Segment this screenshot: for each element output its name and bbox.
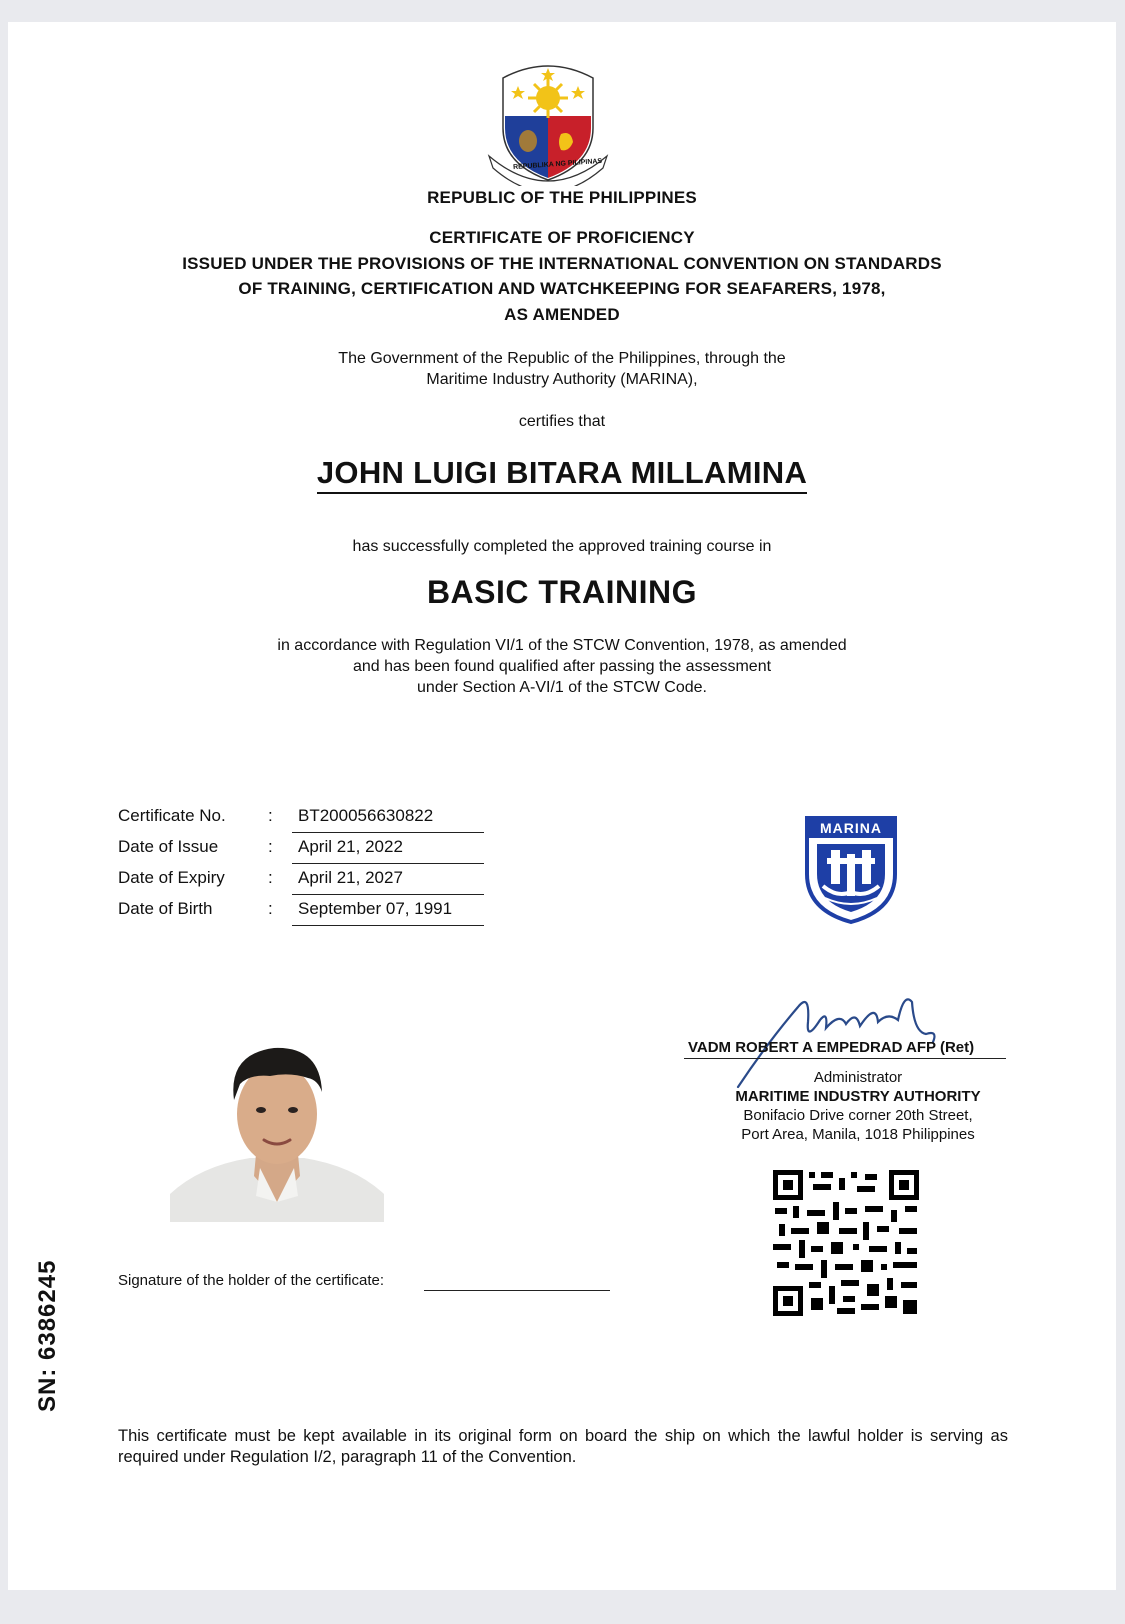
provision-line-3: AS AMENDED	[504, 305, 620, 324]
footer-note: This certificate must be kept available in its original form on board the ship on which the lawful holder is serving as required under Regulation I/2, paragraph 11 of the Convention.	[118, 1427, 1008, 1466]
signatory-address-2: Port Area, Manila, 1018 Philippines	[741, 1126, 975, 1143]
course-title: BASIC TRAINING	[426, 574, 698, 610]
country-heading: REPUBLIC OF THE PHILIPPINES	[427, 188, 697, 207]
intro-line-2: Maritime Industry Authority (MARINA),	[426, 371, 698, 388]
provision-line-1: ISSUED UNDER THE PROVISIONS OF THE INTERNATIONAL CONVENTION ON STANDARDS	[182, 254, 942, 273]
signatory-org: MARITIME INDUSTRY AUTHORITY	[735, 1088, 981, 1105]
certifies-text: certifies that	[518, 413, 606, 430]
detail-value: September 07, 1991	[292, 899, 484, 926]
serial-number: SN: 6386245	[34, 1259, 61, 1412]
holder-signature-line	[424, 1290, 610, 1291]
detail-value: April 21, 2027	[292, 868, 484, 895]
holder-signature-label: Signature of the holder of the certificate:	[118, 1272, 384, 1289]
certificate-title: CERTIFICATE OF PROFICIENCY	[429, 228, 695, 247]
detail-label: Date of Birth	[118, 899, 213, 918]
detail-colon: :	[268, 899, 273, 918]
course-line-3: under Section A-VI/1 of the STCW Code.	[417, 679, 707, 696]
signatory-line	[684, 1058, 1006, 1059]
detail-value: April 21, 2022	[292, 837, 484, 864]
detail-label: Date of Expiry	[118, 868, 225, 887]
seal-text: REPUBLIKA NG PILIPINAS	[512, 157, 603, 172]
detail-label: Date of Issue	[118, 837, 219, 856]
completed-text: has successfully completed the approved training course in	[352, 538, 772, 555]
intro-line-1: The Government of the Republic of the Philippines, through the	[338, 350, 786, 367]
course-line-1: in accordance with Regulation VI/1 of the STCW Convention, 1978, as amended	[277, 637, 847, 654]
detail-colon: :	[268, 868, 273, 887]
detail-colon: :	[268, 806, 273, 825]
holder-photo	[170, 1026, 384, 1222]
course-line-2: and has been found qualified after passing the assessment	[352, 658, 772, 675]
qr-code-icon	[773, 1170, 919, 1316]
signatory-name: VADM ROBERT A EMPEDRAD AFP (Ret)	[688, 1039, 975, 1056]
marina-logo-text: MARINA	[820, 820, 882, 836]
detail-label: Certificate No.	[118, 806, 226, 825]
provision-line-2: OF TRAINING, CERTIFICATION AND WATCHKEEPING FOR SEAFARERS, 1978,	[238, 279, 886, 298]
detail-colon: :	[268, 837, 273, 856]
holder-name: JOHN LUIGI BITARA MILLAMINA	[317, 455, 807, 494]
signatory-block	[698, 1068, 1018, 1144]
detail-value: BT200056630822	[292, 806, 484, 833]
signatory-address-1: Bonifacio Drive corner 20th Street,	[743, 1107, 973, 1124]
certificate-page	[8, 22, 1116, 1590]
signatory-title: Administrator	[813, 1069, 903, 1086]
